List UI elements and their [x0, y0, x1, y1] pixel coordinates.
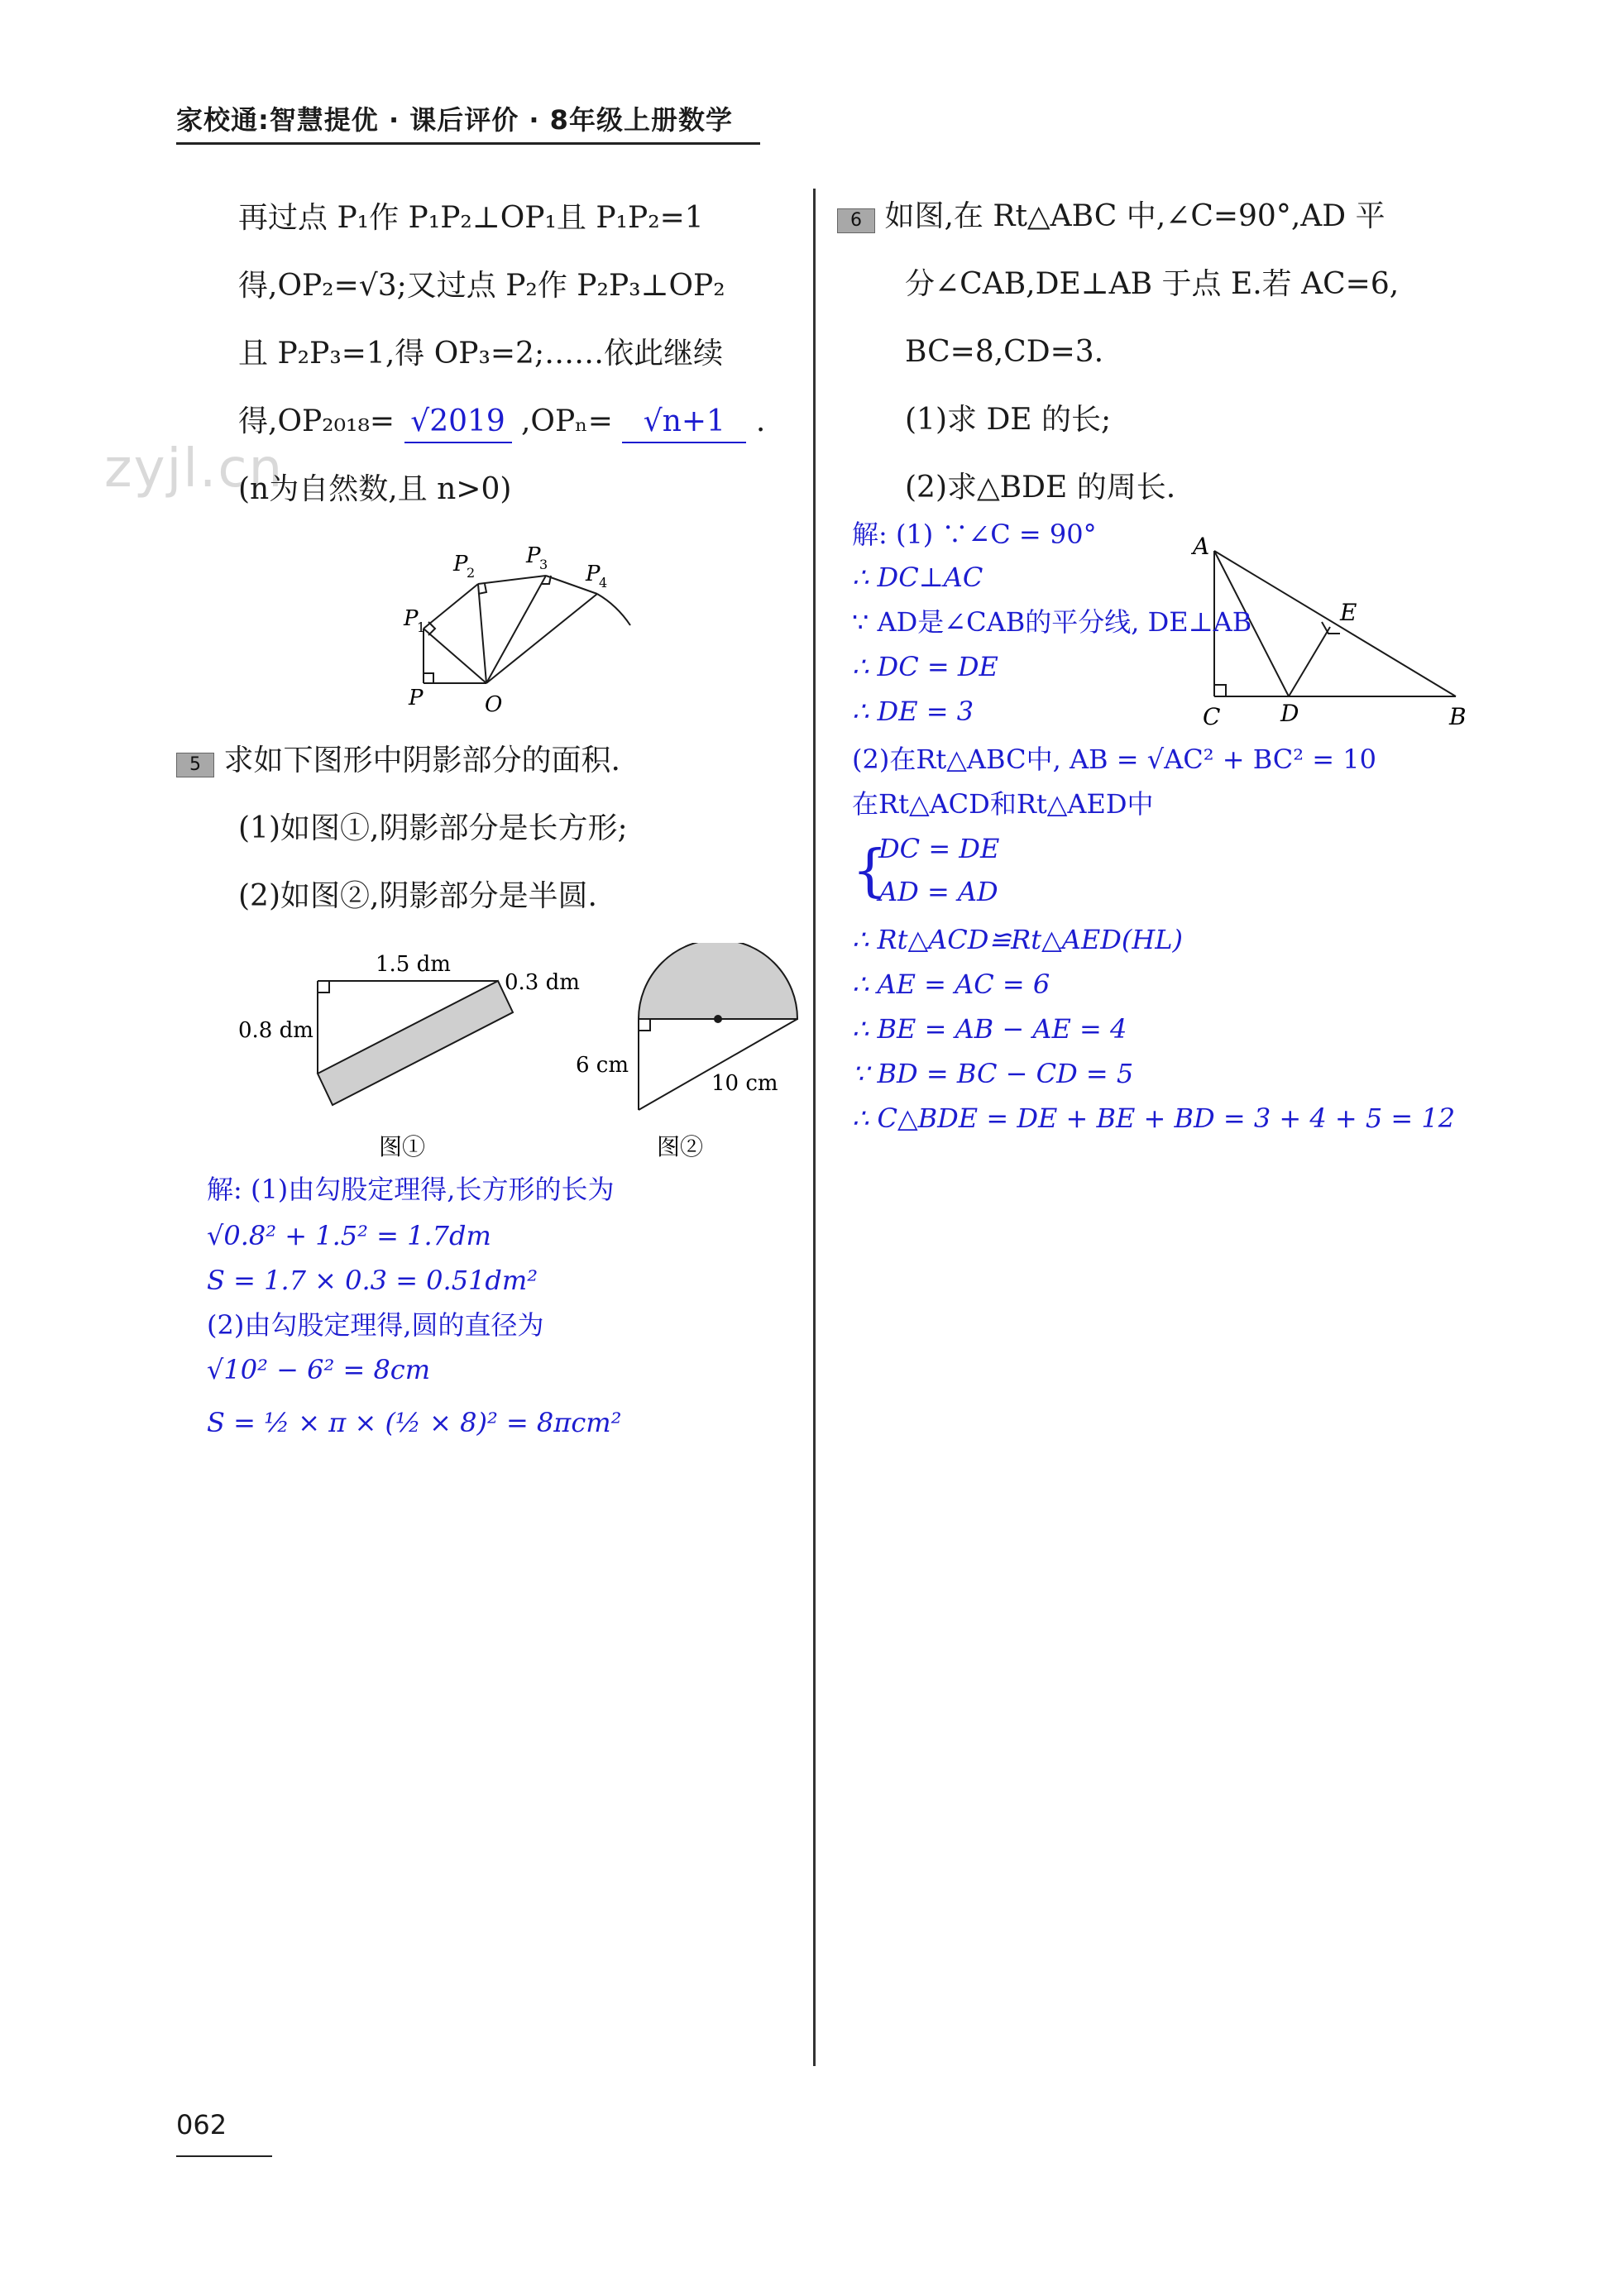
q6-solution-line-5: ∴ DE = 3 — [852, 696, 974, 727]
q6-text-1: 如图,在 Rt△ABC 中,∠C=90°,AD 平 — [884, 199, 1385, 233]
fig1-left-label: 0.8 dm — [238, 1018, 313, 1043]
q5-title: 求如下图形中阴影部分的面积. — [223, 744, 620, 777]
q6-line-1 — [837, 197, 1385, 237]
label-d: D — [1280, 700, 1299, 727]
brace: { — [852, 839, 888, 904]
figure-2 — [571, 943, 802, 1168]
q6-line-2: 分∠CAB,DE⊥AB 于点 E.若 AC=6, — [905, 267, 1400, 301]
q6-solution-line-7: 在Rt△ACD和Rt△AED中 — [852, 788, 1154, 820]
q4-continuation-line-1: 再过点 P₁作 P₁P₂⊥OP₁且 P₁P₂=1 — [238, 201, 704, 235]
q4-fill-line — [238, 402, 765, 443]
header-rule — [176, 142, 760, 145]
q6-solution-line-4: ∴ DC = DE — [852, 651, 998, 682]
q5-solution-line-3: S = 1.7 × 0.3 = 0.51dm² — [207, 1265, 538, 1296]
q5-part-1: (1)如图①,阴影部分是长方形; — [238, 811, 628, 845]
fig1-right-label: 0.3 dm — [505, 970, 580, 995]
q6-solution-line-1: 解: (1) ∵∠C = 90° — [852, 519, 1097, 550]
fig2-hyp-label: 10 cm — [711, 1071, 778, 1096]
label-p1: P — [404, 606, 419, 631]
answer-blank-1: √2019 — [404, 402, 512, 443]
q6-solution-line-3: ∵ AD是∠CAB的平分线, DE⊥AB — [852, 606, 1252, 638]
page-number-rule — [176, 2155, 272, 2157]
q6-part-1: (1)求 DE 的长; — [905, 403, 1112, 437]
label-p: P — [409, 686, 424, 710]
q6-solution-line-8: DC = DE — [878, 833, 1000, 864]
q6-solution-line-9: AD = AD — [878, 876, 998, 907]
q4-continuation-line-3: 且 P₂P₃=1,得 OP₃=2;……依此继续 — [238, 337, 724, 371]
fig2-caption: 图② — [657, 1133, 704, 1160]
figure-1 — [232, 951, 596, 1166]
label-b: B — [1449, 703, 1467, 730]
q6-solution-line-12: ∴ BE = AB − AE = 4 — [852, 1013, 1127, 1045]
q4-continuation-line-2: 得,OP₂=√3;又过点 P₂作 P₂P₃⊥OP₂ — [238, 269, 725, 303]
q5-solution-line-4: (2)由勾股定理得,圆的直径为 — [207, 1309, 544, 1341]
q6-solution-line-2: ∴ DC⊥AC — [852, 562, 983, 593]
page-number: 062 — [176, 2109, 227, 2141]
q5-solution-line-1: 解: (1)由勾股定理得,长方形的长为 — [207, 1174, 615, 1205]
label-p4: P — [586, 562, 601, 586]
label-p2: P — [453, 552, 468, 576]
page-header-title: 家校通:智慧提优 · 课后评价 · 8年级上册数学 — [176, 104, 733, 136]
q6-solution-line-10: ∴ Rt△ACD≌Rt△AED(HL) — [852, 924, 1183, 955]
q6-solution-line-6: (2)在Rt△ABC中, AB = √AC² + BC² = 10 — [852, 744, 1376, 775]
q5-heading — [176, 741, 620, 781]
q6-solution-line-14: ∴ C△BDE = DE + BE + BD = 3 + 4 + 5 = 12 — [852, 1103, 1456, 1134]
answer-blank-2: √n+1 — [622, 402, 746, 443]
label-p3: P — [526, 543, 541, 568]
q5-solution-line-6: S = ½ × π × (½ × 8)² = 8πcm² — [207, 1407, 622, 1438]
q5-number-badge: 5 — [176, 753, 214, 777]
spiral-figure — [389, 529, 662, 720]
fill-mid: ,OPₙ= — [520, 404, 613, 438]
q5-solution-line-2: √0.8² + 1.5² = 1.7dm — [207, 1220, 491, 1251]
fill-end: . — [755, 404, 766, 438]
label-p3-sub: 3 — [539, 557, 548, 572]
q6-part-2: (2)求△BDE 的周长. — [905, 471, 1176, 505]
watermark: zyjl.cn — [104, 438, 285, 500]
q6-solution-line-13: ∵ BD = BC − CD = 5 — [852, 1058, 1134, 1089]
q5-part-2: (2)如图②,阴影部分是半圆. — [238, 879, 597, 913]
label-e: E — [1340, 599, 1357, 626]
q6-line-3: BC=8,CD=3. — [905, 335, 1104, 369]
label-c: C — [1203, 703, 1221, 730]
q4-note: (n为自然数,且 n>0) — [238, 472, 512, 506]
label-o: O — [485, 692, 503, 717]
q6-solution-line-11: ∴ AE = AC = 6 — [852, 969, 1050, 1000]
fig2-left-label: 6 cm — [576, 1053, 629, 1078]
label-p4-sub: 4 — [599, 575, 608, 591]
q5-solution-line-5: √10² − 6² = 8cm — [207, 1354, 431, 1385]
label-a: A — [1193, 533, 1210, 560]
fig1-top-label: 1.5 dm — [376, 952, 451, 977]
q6-number-badge: 6 — [837, 208, 875, 233]
fill-prefix: 得,OP₂₀₁₈= — [238, 404, 395, 438]
label-p1-sub: 1 — [417, 619, 426, 635]
column-divider — [813, 189, 816, 2066]
label-p2-sub: 2 — [467, 565, 476, 581]
fig1-caption: 图① — [379, 1133, 426, 1160]
